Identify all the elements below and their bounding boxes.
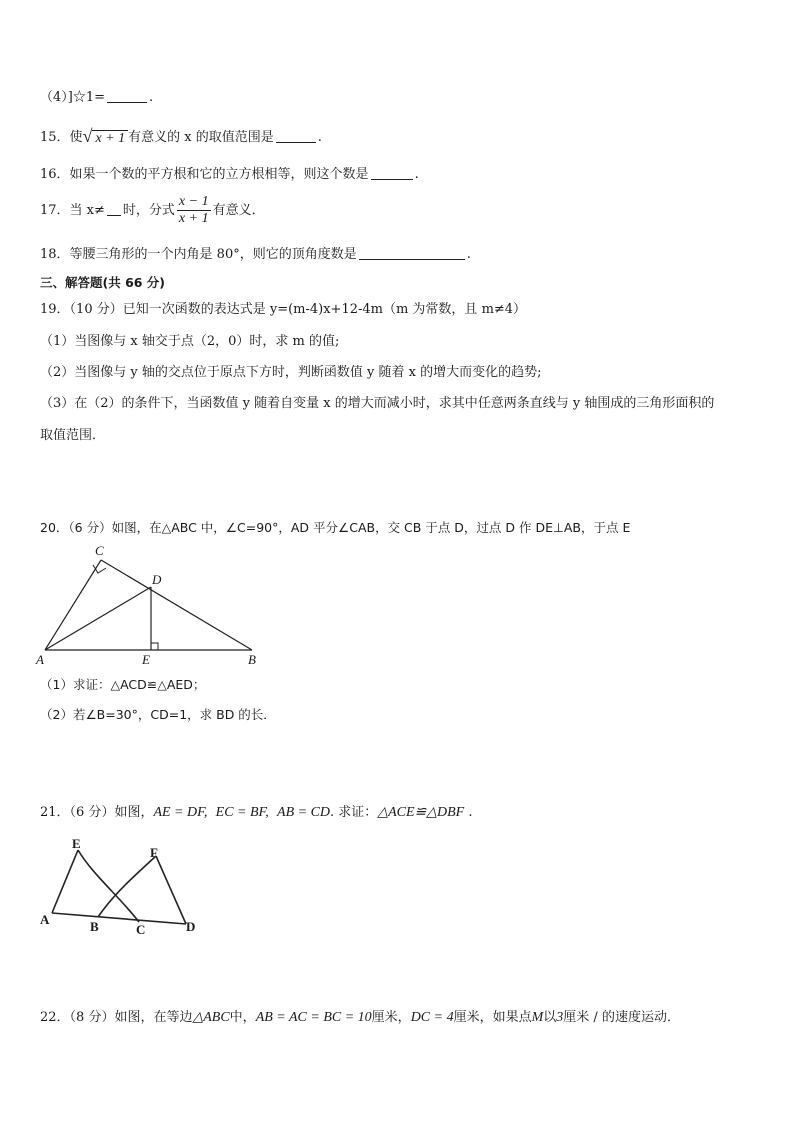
crossed-triangles-figure-q21 xyxy=(38,835,208,940)
question-16 xyxy=(40,166,419,184)
question-18 xyxy=(40,246,471,264)
vertex-label-b: B xyxy=(90,919,99,934)
vertex-label-e: E xyxy=(72,836,81,851)
question-17 xyxy=(40,194,265,228)
q22-speed: 3 xyxy=(556,1010,564,1025)
q14-expr: ]☆1= xyxy=(67,90,106,105)
q22-pre: 22．（8 分）如图，在等边 xyxy=(40,1010,193,1025)
fraction xyxy=(177,194,211,227)
q15-pre: 使 xyxy=(69,130,83,145)
q18-end: . xyxy=(466,247,471,262)
question-21-stem xyxy=(40,804,473,822)
q21-post: . 求证： xyxy=(330,805,378,820)
q15-post: 有意义的 x 的取值范围是 xyxy=(128,130,274,145)
q22-unit1: 厘米， xyxy=(371,1010,411,1025)
vertex-label-b: B xyxy=(248,652,256,667)
q22-mid2: 以 xyxy=(543,1010,557,1025)
question-19-part-2: （2）当图像与 y 轴的交点位于原点下方时，判断函数值 y 随着 x 的增大而变化的趋势; xyxy=(40,365,542,380)
vertex-label-d: D xyxy=(186,919,196,934)
vertex-label-a: A xyxy=(40,912,50,927)
q17-pre: 当 x≠ xyxy=(69,203,105,218)
q15-end: . xyxy=(317,130,322,145)
fraction-denominator: x + 1 xyxy=(178,211,209,226)
answer-blank xyxy=(107,202,121,216)
q22-equation: AB = AC = BC = 10 xyxy=(255,1010,372,1025)
sqrt-expression: √ x + 1 xyxy=(83,127,129,148)
q18-text: 等腰三角形的一个内角是 80°，则它的顶角度数是 xyxy=(69,247,357,262)
answer-blank xyxy=(371,166,413,180)
vertex-label-e: E xyxy=(142,652,150,667)
q14-prefix: （4） xyxy=(40,90,68,105)
radicand: x + 1 xyxy=(92,130,128,146)
q15-number: 15． xyxy=(40,130,70,145)
q17-number: 17． xyxy=(40,203,70,218)
q14-suffix: . xyxy=(149,90,154,105)
answer-blank xyxy=(359,246,465,260)
answer-blank xyxy=(107,89,147,103)
q22-unit3: 厘米 / 的速度运动． xyxy=(563,1010,680,1025)
q16-number: 16． xyxy=(40,167,70,182)
q21-eq1: AE = DF, xyxy=(153,805,208,820)
fraction-numerator: x − 1 xyxy=(178,194,209,209)
question-19-part-3: （3）在（2）的条件下，当函数值 y 随着自变量 x 的增大而减小时，求其中任意两条直线与 y 轴围成的三角形面积的 xyxy=(40,396,715,411)
q18-number: 18． xyxy=(40,247,70,262)
vertex-label-c: C xyxy=(136,922,146,937)
question-15 xyxy=(40,127,322,148)
vertex-label-a: A xyxy=(36,652,44,667)
question-20-part-1: （1）求证：△ACD≌△AED； xyxy=(40,677,206,692)
q16-text: 如果一个数的平方根和它的立方根相等，则这个数是 xyxy=(69,167,369,182)
question-14-part-4 xyxy=(40,89,153,107)
question-22-stem xyxy=(40,1009,680,1027)
q21-end: . xyxy=(468,805,473,820)
vertex-label-d: D xyxy=(152,572,162,587)
q22-triangle: △ABC xyxy=(192,1010,230,1025)
q21-eq3: AB = CD xyxy=(277,805,331,820)
triangle-figure-q20 xyxy=(34,540,274,670)
question-20-stem: 20．（6 分）如图，在△ABC 中，∠C=90°，AD 平分∠CAB，交 CB 于点 D，过点 D 作 DE⊥AB，于点 E xyxy=(40,520,631,535)
q21-eq2: EC = BF, xyxy=(215,805,269,820)
q21-claim: △ACE≌△DBF xyxy=(377,805,465,820)
question-19-part-3-cont: 取值范围． xyxy=(40,428,106,443)
answer-blank xyxy=(276,129,316,143)
q22-point-m: M xyxy=(531,1010,544,1025)
vertex-label-c: C xyxy=(95,543,104,558)
q22-mid1: 中， xyxy=(229,1010,256,1025)
question-20-part-2: （2）若∠B=30°，CD=1，求 BD 的长． xyxy=(40,707,276,722)
section-heading: 三、解答题(共 66 分) xyxy=(40,275,166,290)
question-19-stem: 19．（10 分）已知一次函数的表达式是 y=(m-4)x+12-4m（m 为常数，且 m≠4） xyxy=(40,302,527,317)
q17-mid: 时，分式 xyxy=(122,203,175,218)
q22-unit2: 厘米，如果点 xyxy=(453,1010,532,1025)
q17-post: 有意义． xyxy=(212,203,265,218)
q16-end: . xyxy=(414,167,419,182)
q21-pre: 21．（6 分）如图， xyxy=(40,805,154,820)
question-19-part-1: （1）当图像与 x 轴交于点（2，0）时，求 m 的值; xyxy=(40,334,340,349)
vertex-label-f: F xyxy=(150,845,158,860)
q22-dc: DC = 4 xyxy=(410,1010,454,1025)
